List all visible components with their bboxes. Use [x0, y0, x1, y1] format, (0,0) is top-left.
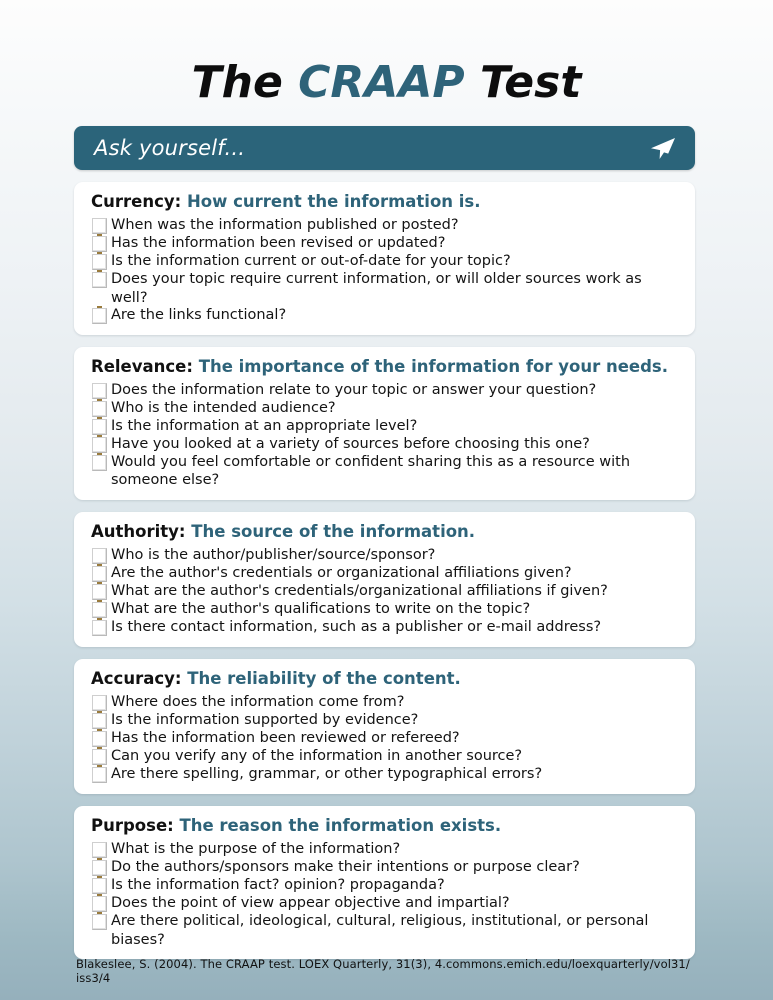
question-item[interactable]: [88, 307, 681, 325]
checkbox-cell[interactable]: [88, 400, 110, 418]
section-label: Accuracy:: [91, 668, 182, 688]
checkbox-cell[interactable]: [88, 454, 110, 472]
citation-text: Blakeslee, S. (2004). The CRAAP test. LOEX Quarterly, 31(3), 4.commons.emich.edu/loexquarterly/vol31/ iss3/4: [76, 957, 690, 985]
question-text: Does the information relate to your topic or answer your question?: [111, 382, 597, 399]
question-item[interactable]: [88, 730, 681, 748]
section-description: The reliability of the content.: [187, 668, 461, 688]
section-heading: [88, 191, 681, 213]
checkbox-cell[interactable]: [88, 307, 110, 325]
question-text: Are there spelling, grammar, or other typographical errors?: [111, 766, 543, 783]
title-suffix: Test: [464, 57, 582, 108]
question-list: [88, 382, 681, 490]
question-text: Is the information current or out-of-date for your topic?: [111, 253, 511, 270]
question-item[interactable]: [88, 547, 681, 565]
title-prefix: The: [191, 57, 299, 108]
checkbox-cell[interactable]: [88, 601, 110, 619]
checkbox-unchecked-icon[interactable]: [92, 620, 107, 636]
checkbox-cell[interactable]: [88, 217, 110, 235]
question-text: What are the author's qualifications to write on the topic?: [111, 600, 531, 617]
question-text: Can you verify any of the information in another source?: [111, 748, 523, 765]
checkbox-unchecked-icon[interactable]: [92, 767, 107, 783]
question-item[interactable]: [88, 217, 681, 235]
checkbox-unchecked-icon[interactable]: [92, 254, 107, 270]
checkbox-unchecked-icon[interactable]: [92, 584, 107, 600]
section-card-list: [74, 182, 695, 971]
question-text: What are the author's credentials/organizational affiliations if given?: [111, 582, 608, 599]
checkbox-unchecked-icon[interactable]: [92, 602, 107, 618]
question-item[interactable]: [88, 913, 681, 949]
checkbox-unchecked-icon[interactable]: [92, 878, 107, 894]
checkbox-unchecked-icon[interactable]: [92, 842, 107, 858]
question-text: Has the information been revised or updated?: [111, 235, 446, 252]
section-card: [74, 806, 695, 959]
section-label: Purpose:: [91, 816, 174, 836]
banner-label: Ask yourself...: [94, 136, 246, 160]
question-item[interactable]: [88, 436, 681, 454]
question-text: Do the authors/sponsors make their intentions or purpose clear?: [111, 859, 580, 876]
question-text: Is the information at an appropriate level?: [111, 418, 418, 435]
checkbox-cell[interactable]: [88, 271, 110, 289]
question-item[interactable]: [88, 583, 681, 601]
section-heading: [88, 815, 681, 837]
checkbox-cell[interactable]: [88, 565, 110, 583]
checkbox-unchecked-icon[interactable]: [92, 437, 107, 453]
question-item[interactable]: [88, 253, 681, 271]
checkbox-unchecked-icon[interactable]: [92, 548, 107, 564]
checkbox-cell[interactable]: [88, 583, 110, 601]
checkbox-unchecked-icon[interactable]: [92, 860, 107, 876]
section-label: Relevance:: [91, 356, 193, 376]
checkbox-cell[interactable]: [88, 547, 110, 565]
section-description: The source of the information.: [191, 521, 476, 541]
checkbox-cell[interactable]: [88, 619, 110, 637]
checkbox-unchecked-icon[interactable]: [92, 749, 107, 765]
question-item[interactable]: [88, 235, 681, 253]
checkbox-cell[interactable]: [88, 913, 110, 931]
question-item[interactable]: [88, 748, 681, 766]
question-list: [88, 547, 681, 637]
checkbox-unchecked-icon[interactable]: [92, 419, 107, 435]
checkbox-unchecked-icon[interactable]: [92, 236, 107, 252]
question-item[interactable]: [88, 694, 681, 712]
question-text: Where does the information come from?: [111, 694, 405, 711]
checkbox-cell[interactable]: [88, 418, 110, 436]
checkbox-unchecked-icon[interactable]: [92, 401, 107, 417]
title-accent: CRAAP: [298, 57, 465, 108]
question-item[interactable]: [88, 418, 681, 436]
question-text: Is the information fact? opinion? propaganda?: [111, 877, 445, 894]
question-list: [88, 217, 681, 325]
question-text: Is the information supported by evidence?: [111, 712, 419, 729]
checkbox-unchecked-icon[interactable]: [92, 308, 107, 324]
checkbox-unchecked-icon[interactable]: [92, 695, 107, 711]
page-title: [0, 0, 773, 106]
question-item[interactable]: [88, 271, 681, 307]
checkbox-unchecked-icon[interactable]: [92, 218, 107, 234]
checkbox-cell[interactable]: [88, 841, 110, 859]
checkbox-cell[interactable]: [88, 235, 110, 253]
question-item[interactable]: [88, 382, 681, 400]
question-item[interactable]: [88, 877, 681, 895]
section-label: Authority:: [91, 521, 186, 541]
checkbox-unchecked-icon[interactable]: [92, 455, 107, 471]
checkbox-cell[interactable]: [88, 766, 110, 784]
question-item[interactable]: [88, 766, 681, 784]
question-text: Are the links functional?: [111, 306, 287, 323]
checkbox-cell[interactable]: [88, 748, 110, 766]
section-heading: [88, 521, 681, 543]
question-item[interactable]: [88, 601, 681, 619]
question-item[interactable]: [88, 454, 681, 490]
question-item[interactable]: [88, 712, 681, 730]
checkbox-cell[interactable]: [88, 253, 110, 271]
section-description: The reason the information exists.: [179, 816, 502, 836]
question-item[interactable]: [88, 859, 681, 877]
checkbox-cell[interactable]: [88, 877, 110, 895]
checkbox-unchecked-icon[interactable]: [92, 914, 107, 930]
question-item[interactable]: [88, 619, 681, 637]
question-list: [88, 841, 681, 949]
section-label: Currency:: [91, 192, 182, 211]
checkbox-unchecked-icon[interactable]: [92, 566, 107, 582]
question-item[interactable]: [88, 400, 681, 418]
question-item[interactable]: [88, 895, 681, 913]
section-card: [74, 512, 695, 647]
ask-yourself-banner[interactable]: [74, 126, 695, 170]
question-text: When was the information published or posted?: [111, 217, 459, 234]
question-item[interactable]: [88, 565, 681, 583]
section-heading: [88, 668, 681, 690]
section-description: The importance of the information for your needs.: [198, 356, 668, 376]
question-text: Is there contact information, such as a publisher or e-mail address?: [111, 618, 602, 635]
question-text: Are the author's credentials or organizational affiliations given?: [111, 564, 572, 581]
question-text: What is the purpose of the information?: [111, 841, 401, 858]
checkbox-unchecked-icon[interactable]: [92, 731, 107, 747]
checkbox-cell[interactable]: [88, 712, 110, 730]
question-text: Would you feel comfortable or confident sharing this as a resource with someone else?: [111, 454, 631, 489]
checkbox-unchecked-icon[interactable]: [92, 272, 107, 288]
send-paper-plane-icon[interactable]: [647, 135, 677, 161]
question-text: Has the information been reviewed or refereed?: [111, 730, 460, 747]
checkbox-cell[interactable]: [88, 730, 110, 748]
question-text: Does the point of view appear objective and impartial?: [111, 895, 510, 912]
checkbox-unchecked-icon[interactable]: [92, 713, 107, 729]
question-item[interactable]: [88, 841, 681, 859]
checkbox-cell[interactable]: [88, 694, 110, 712]
checkbox-unchecked-icon[interactable]: [92, 383, 107, 399]
question-text: Does your topic require current information, or will older sources work as well?: [111, 271, 642, 306]
section-card: [74, 347, 695, 500]
question-text: Have you looked at a variety of sources before choosing this one?: [111, 436, 590, 453]
question-list: [88, 694, 681, 784]
section-heading: [88, 356, 681, 378]
question-text: Are there political, ideological, cultural, religious, institutional, or personal biases?: [111, 913, 649, 948]
checkbox-cell[interactable]: [88, 859, 110, 877]
checkbox-unchecked-icon[interactable]: [92, 896, 107, 912]
checkbox-cell[interactable]: [88, 436, 110, 454]
question-text: Who is the intended audience?: [111, 400, 336, 417]
checkbox-cell[interactable]: [88, 382, 110, 400]
section-card: [74, 659, 695, 794]
question-text: Who is the author/publisher/source/sponsor?: [111, 546, 436, 563]
checkbox-cell[interactable]: [88, 895, 110, 913]
section-card: [74, 182, 695, 335]
section-description: How current the information is.: [186, 192, 481, 211]
